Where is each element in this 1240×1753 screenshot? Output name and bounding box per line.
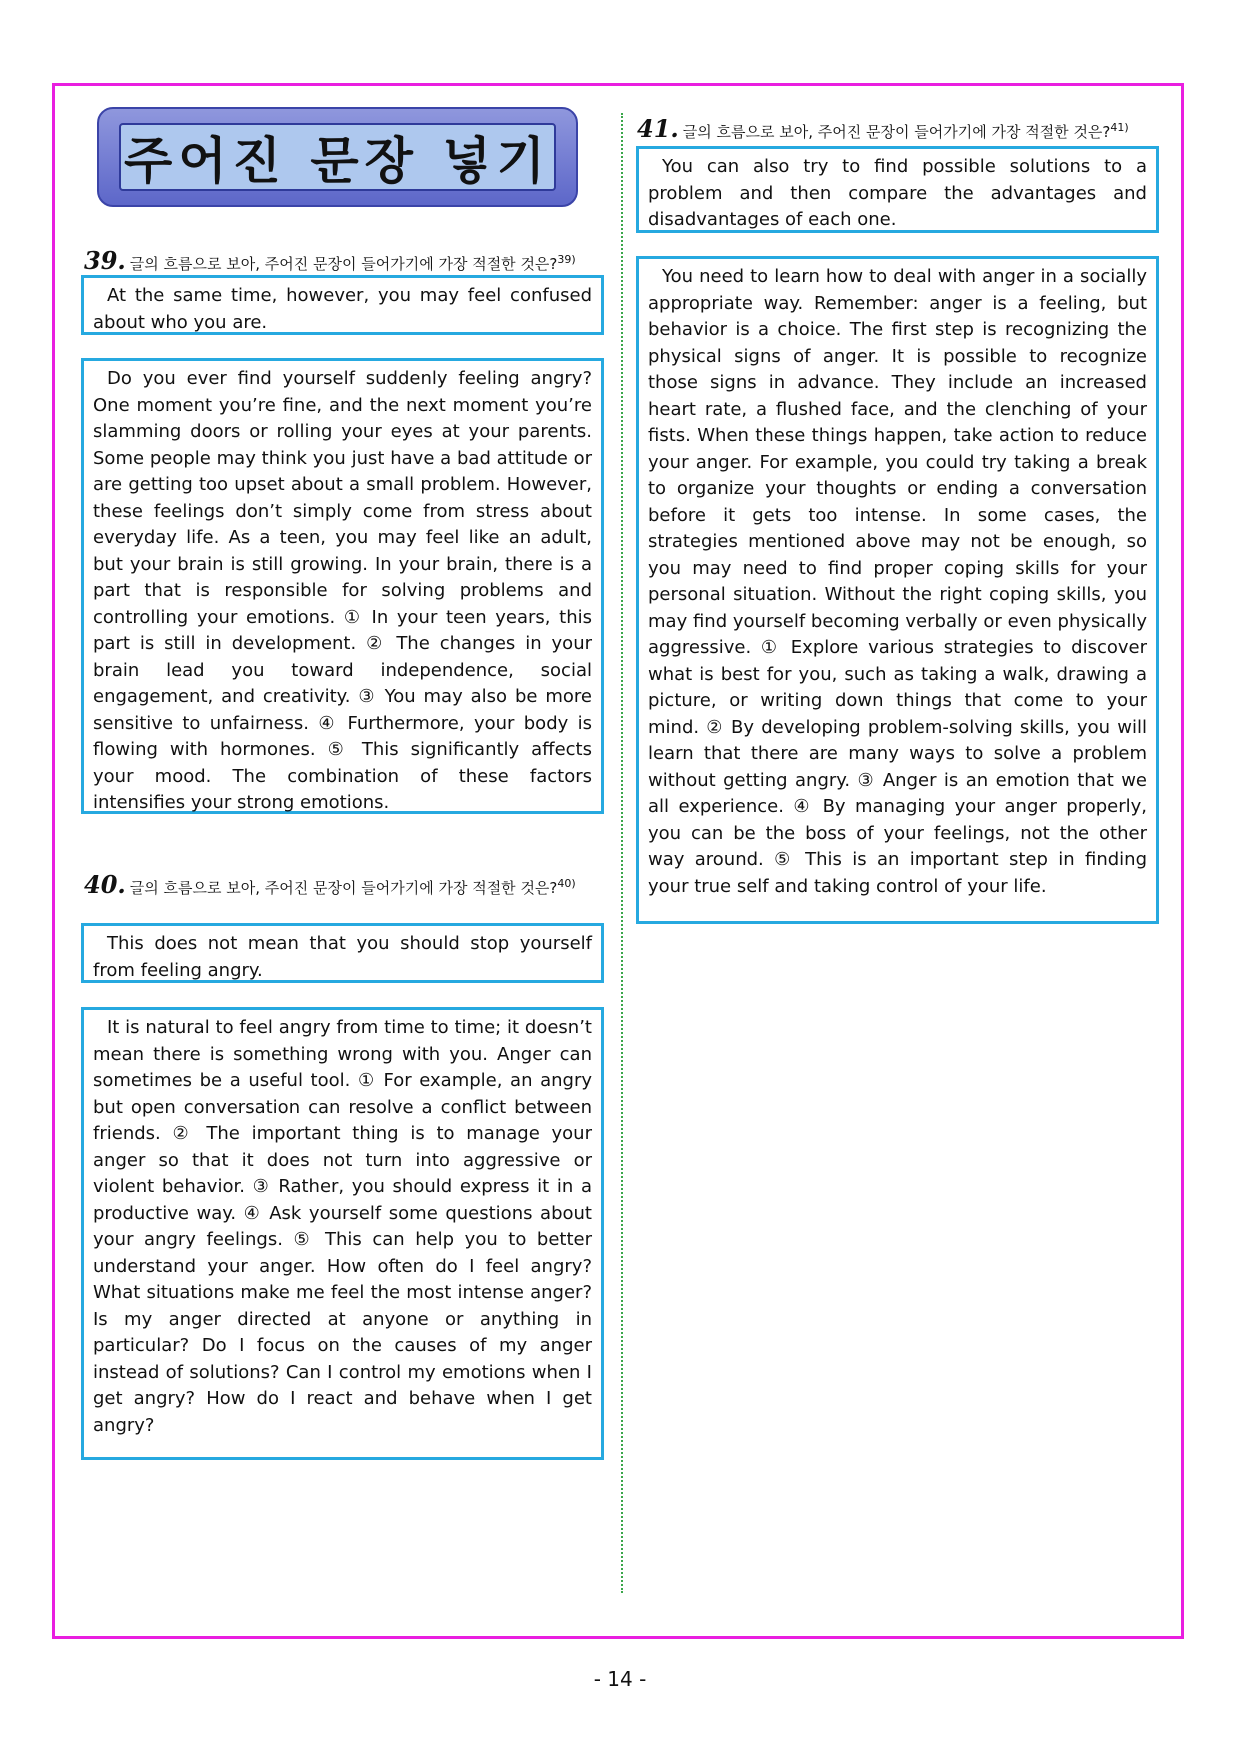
column-divider — [621, 113, 623, 1593]
question-41-instruction: 글의 흐름으로 보아, 주어진 문장이 들어가기에 가장 적절한 것은? — [682, 123, 1111, 141]
section-title-panel — [119, 123, 556, 191]
question-41-footnote: 41) — [1110, 121, 1129, 134]
question-39-number: 39. — [84, 246, 126, 275]
question-41-given-sentence-box — [636, 146, 1159, 233]
section-title: 주어진 문장 넣기 — [124, 132, 551, 190]
question-40-passage-box — [81, 1007, 604, 1460]
question-41-passage: You need to learn how to deal with anger in a socially appropriate way. Remember: anger is a feeling, but behavior is a choice. The first step is recognizing the physical signs of anger. It is possible to recognize those signs in advance. They include an increased heart rate, a flushed face, and the clenching of your fists. When these things happen, take action to reduce your anger. For example, you could try taking a break to organize your thoughts or ending a conversation before it gets too intense. In some cases, the strategies mentioned above may not be enough, so you may need to find proper coping skills for your personal situation. Without the right coping skills, you may find yourself becoming verbally or even physically aggressive. ① Explore various strategies to discover what is best for you, such as taking a walk, drawing a picture, or writing down things that come to your mind. ② By developing problem-solving skills, you will learn that there are many ways to solve a problem without getting angry. ③ Anger is an emotion that we all experience. ④ By managing your anger properly, you can be the boss of your feelings, not the other way around. ⑤ This is an important step in finding your true self and taking control of your life. — [648, 266, 1147, 897]
question-39-footnote: 39) — [557, 253, 576, 266]
question-40-number: 40. — [84, 870, 126, 899]
question-39-instruction: 글의 흐름으로 보아, 주어진 문장이 들어가기에 가장 적절한 것은? — [129, 255, 558, 273]
question-41-given-sentence: You can also try to find possible solutions to a problem and then compare the advantages and disadvantages of each one. — [648, 156, 1147, 230]
question-39-passage: Do you ever find yourself suddenly feeling angry? One moment you’re fine, and the next moment you’re slamming doors or rolling your eyes at your parents. Some people may think you just have a bad attitude or are getting too upset about a small problem. However, these feelings don’t simply come from stress about everyday life. As a teen, you may feel like an adult, but your brain is still growing. In your brain, there is a part that is responsible for solving problems and controlling your emotions. ① In your teen years, this part is still in development. ② The changes in your brain lead you toward independence, social engagement, and creativity. ③ You may also be more sensitive to unfairness. ④ Furthermore, your body is flowing with hormones. ⑤ This significantly affects your mood. The combination of these factors intensifies your strong emotions. — [93, 368, 592, 813]
question-41-heading — [637, 114, 1167, 143]
question-39-passage-box — [81, 358, 604, 814]
question-40-passage: It is natural to feel angry from time to time; it doesn’t mean there is something wrong with you. Anger can sometimes be a useful tool. ① For example, an angry but open conversation can resolve a conflict between friends. ② The important thing is to manage your anger so that it does not turn into aggressive or violent behavior. ③ Rather, you should express it in a productive way. ④ Ask yourself some questions about your angry feelings. ⑤ This can help you to better understand your anger. How often do I feel angry? What situations make me feel the most intense anger? Is my anger directed at anyone or anything in particular? Do I focus on the causes of my anger instead of solutions? Can I control my emotions when I get angry? How do I react and behave when I get angry? — [93, 1017, 592, 1436]
question-41-passage-box — [636, 256, 1159, 924]
question-40-given-sentence: This does not mean that you should stop yourself from feeling angry. — [93, 933, 592, 981]
question-40-footnote: 40) — [557, 877, 576, 890]
section-title-banner — [97, 107, 578, 207]
question-39-heading — [84, 246, 604, 275]
question-40-instruction: 글의 흐름으로 보아, 주어진 문장이 들어가기에 가장 적절한 것은? — [129, 879, 558, 897]
question-39-given-sentence: At the same time, however, you may feel confused about who you are. — [93, 285, 592, 333]
page-number: - 14 - — [593, 1667, 647, 1691]
question-39-given-sentence-box — [81, 275, 604, 335]
question-40-heading — [84, 870, 604, 899]
question-41-number: 41. — [637, 114, 679, 143]
question-40-given-sentence-box — [81, 923, 604, 983]
